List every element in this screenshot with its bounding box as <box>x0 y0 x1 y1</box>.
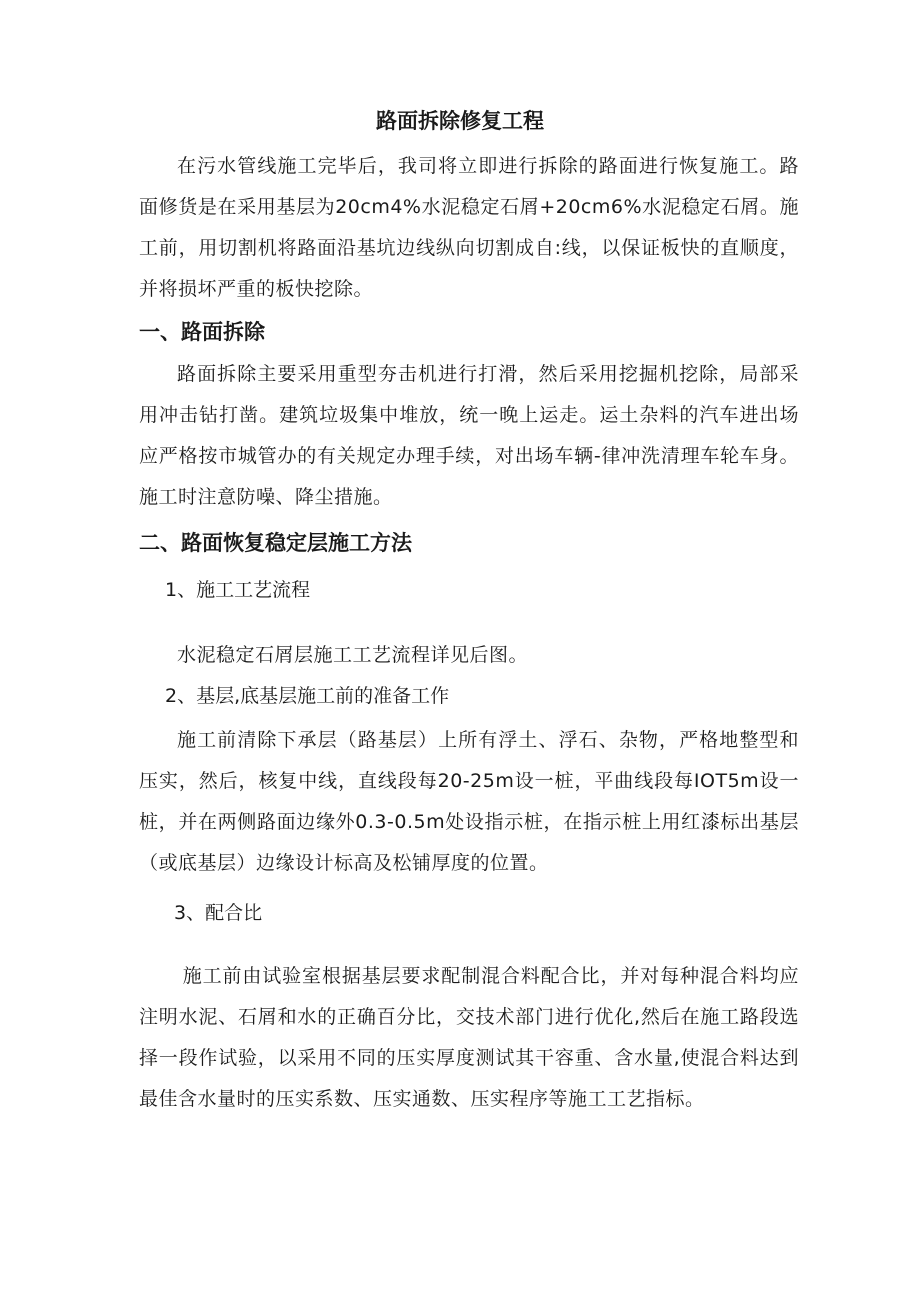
section-heading-road-removal: 一、路面拆除 <box>139 320 265 344</box>
preparation-work-paragraph: 施工前清除下承层（路基层）上所有浮土、浮石、杂物，严格地整型和压实，然后，核复中线，直线段每20-25m设一桩，平曲线段每IOT5m设一桩，并在两侧路面边缘外0.3-0.5m处设指示桩，在指示桩上用红漆标出基层（或底基层）边缘设计标高及松铺厚度的位置。 <box>139 729 799 874</box>
road-removal-paragraph: 路面拆除主要采用重型夯击机进行打滑，然后采用挖掘机挖除，局部采用冲击钻打凿。建筑垃圾集中堆放，统一晚上运走。运土杂料的汽车进出场应严格按市城管办的有关规定办理手续，对出场车辆-律冲洗清理车轮车身。施工时注意防噪、降尘措施。 <box>139 363 799 508</box>
section-heading-stabilized-layer: 二、路面恢复稳定层施工方法 <box>139 531 412 555</box>
subheading-preparation-work: 2、基层,底基层施工前的准备工作 <box>165 685 450 707</box>
page-title: 路面拆除修复工程 <box>376 109 544 133</box>
subheading-mix-ratio: 3、配合比 <box>174 902 263 924</box>
subheading-process-flow: 1、施工工艺流程 <box>165 579 311 601</box>
process-flow-paragraph: 水泥稳定石屑层施工工艺流程详见后图。 <box>177 644 529 666</box>
intro-paragraph: 在污水管线施工完毕后，我司将立即进行拆除的路面进行恢复施工。路面修货是在采用基层为20cm4%水泥稳定石屑+20cm6%水泥稳定石屑。施工前，用切割机将路面沿基坑边线纵向切割成自:线，以保证板快的直顺度，并将损坏严重的板快挖除。 <box>139 155 799 300</box>
mix-ratio-paragraph: 施工前由试验室根据基层要求配制混合料配合比，并对每种混合料均应注明水泥、石屑和水的正确百分比，交技术部门进行优化,然后在施工路段选择一段作试验，以采用不同的压实厚度测试其干容重、含水量,使混合料达到最佳含水量时的压实系数、压实通数、压实程序等施工工艺指标。 <box>139 965 799 1110</box>
